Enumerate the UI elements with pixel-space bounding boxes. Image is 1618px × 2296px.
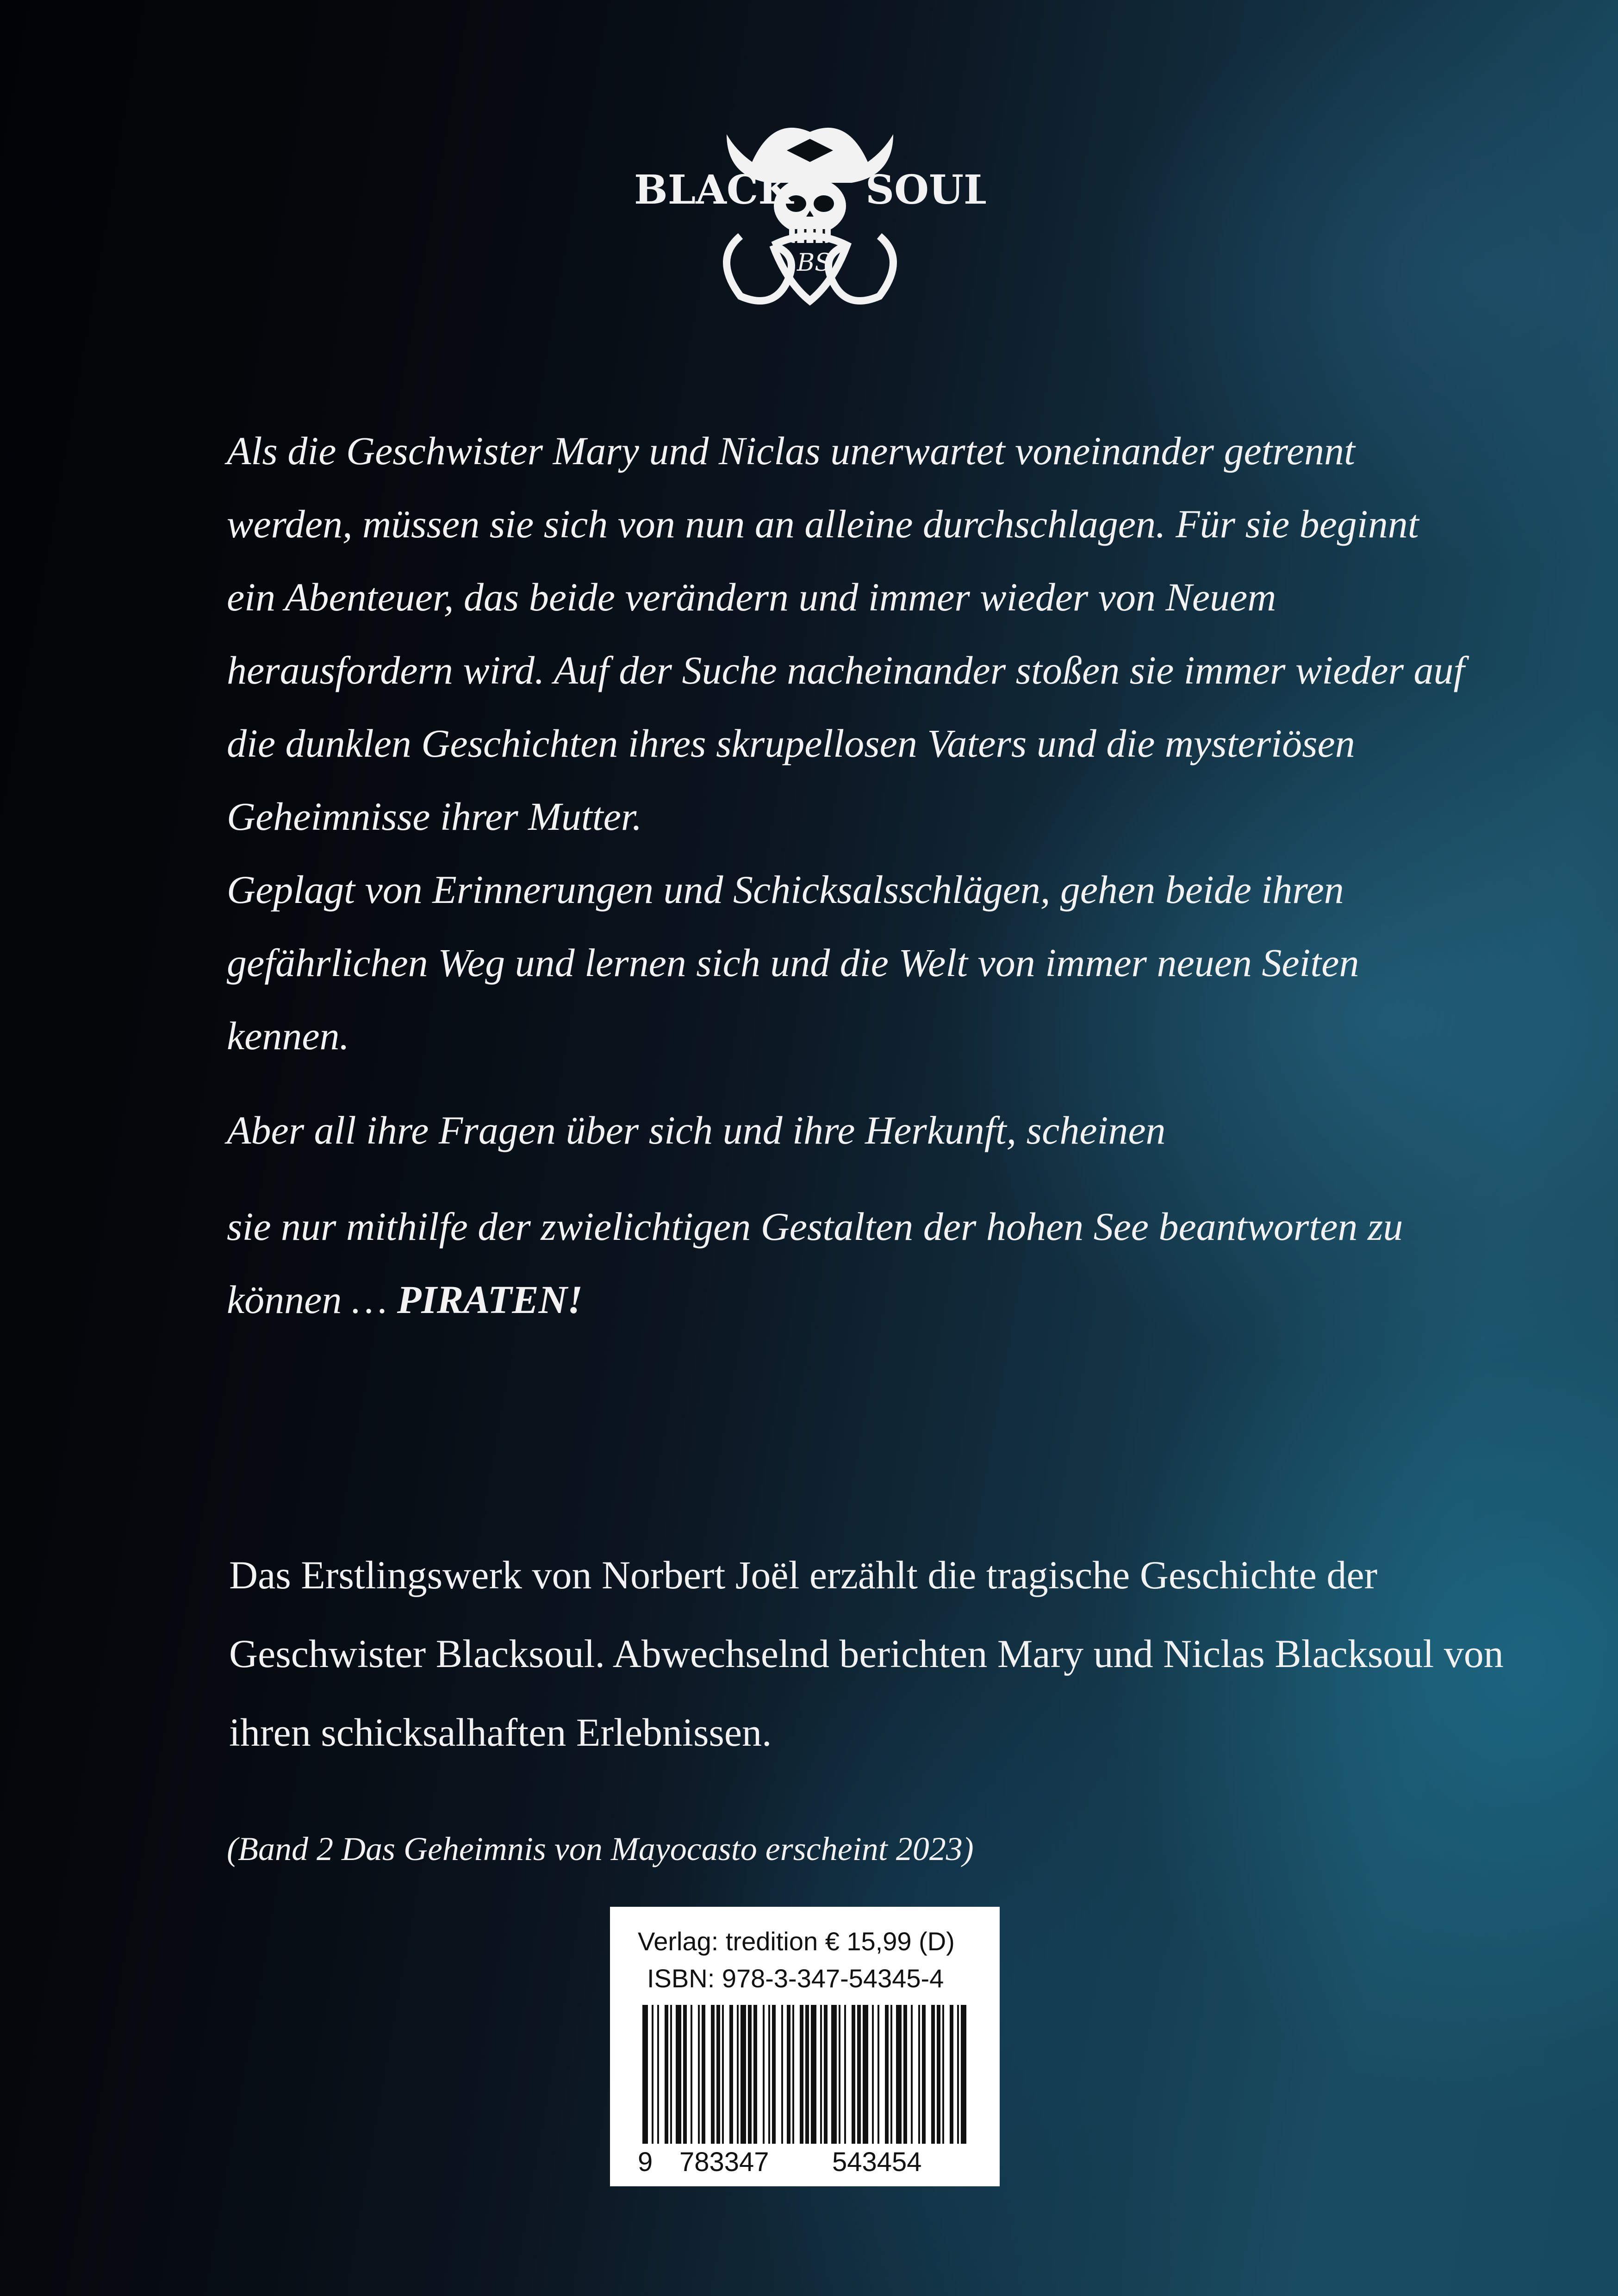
barcode-bar	[665, 2005, 668, 2144]
barcode-bar	[805, 2005, 809, 2144]
barcode-digit-group-1: 783347	[679, 2147, 769, 2177]
barcode-bar	[937, 2005, 940, 2144]
barcode-bar	[800, 2005, 803, 2144]
barcode-bar	[683, 2005, 687, 2144]
barcode-bar	[652, 2005, 653, 2144]
blurb-paragraph-3: Aber all ihre Fragen über sich und ihre Herkunft, scheinen	[227, 1108, 1166, 1152]
barcode-bar	[670, 2005, 672, 2144]
about-paragraph: Das Erstlingswerk von Norbert Joël erzählt die tragische Geschichte der Geschwister Blacksoul. Abwechselnd berichten Mary und Niclas Blacksoul von ihren schicksalhaften Erlebnissen.	[229, 1553, 1504, 1755]
barcode-bar	[961, 2005, 966, 2144]
barcode-bar	[931, 2005, 935, 2144]
blurb-paragraph-1: Als die Geschwister Mary und Niclas unerwartet voneinander getrennt werden, müssen sie sich von nun an alleine durchschlagen. Für sie beginnt ein Abenteuer, das beide verändern und immer wieder von Neuem herausfordern wird. Auf der Suche nacheinander stoßen sie immer wieder auf die dunklen Geschichten ihres skrupellosen Vaters und die mysteriösen Geheimnisse ihrer Mutter.	[227, 429, 1465, 839]
barcode-bar	[820, 2005, 822, 2144]
barcode-digit-group-2: 543454	[832, 2147, 922, 2177]
barcode-bar	[642, 2005, 648, 2144]
barcode-bar	[702, 2005, 705, 2144]
barcode-bar	[890, 2005, 892, 2144]
barcode-bar	[896, 2005, 902, 2144]
barcode-bar	[852, 2005, 855, 2144]
barcode-bar	[911, 2005, 913, 2144]
barcode-bar	[657, 2005, 659, 2144]
blurb-paragraph-4-text: sie nur mithilfe der zwielichtigen Gestalten der hohen See beantworten zu können …	[227, 1204, 1403, 1322]
barcode-bar	[763, 2005, 765, 2144]
barcode-bar	[768, 2005, 770, 2144]
barcode-bar	[950, 2005, 953, 2144]
barcode-bar	[737, 2005, 739, 2144]
barcode-bar	[772, 2005, 776, 2144]
blurb-emphasis: PIRATEN!	[397, 1277, 583, 1322]
barcode-bar	[918, 2005, 920, 2144]
barcode-bar	[863, 2005, 868, 2144]
barcode-bar	[691, 2005, 692, 2144]
barcode-bar	[942, 2005, 944, 2144]
barcode-bar	[711, 2005, 715, 2144]
barcode-bar	[722, 2005, 724, 2144]
logo-word-right: SOUL	[865, 167, 986, 213]
pirate-skull-icon	[634, 106, 986, 310]
logo-word-left: BLACK	[634, 167, 793, 213]
barcode-bar	[824, 2005, 828, 2144]
barcode-bar	[903, 2005, 907, 2144]
barcode-bar	[872, 2005, 874, 2144]
black-soul-logo	[634, 106, 986, 310]
barcode-bar	[676, 2005, 681, 2144]
barcode-bar	[781, 2005, 783, 2144]
blurb-paragraph-4	[227, 1190, 1476, 1336]
barcode-bar	[957, 2005, 959, 2144]
publisher-price: Verlag: tredition € 15,99 (D)	[638, 1927, 955, 1956]
barcode-bars	[642, 2005, 966, 2144]
barcode-bar	[748, 2005, 752, 2144]
about-text	[229, 1536, 1525, 1772]
barcode-bar	[877, 2005, 879, 2144]
barcode-bar	[811, 2005, 816, 2144]
barcode-box	[610, 1907, 1000, 2186]
volume-note: (Band 2 Das Geheimnis von Mayocasto erscheint 2023)	[227, 1830, 974, 1867]
barcode-bar	[844, 2005, 846, 2144]
barcode-digit-first: 9	[638, 2147, 653, 2177]
barcode-bar	[792, 2005, 794, 2144]
barcode-bar	[885, 2005, 889, 2144]
barcode-bar	[716, 2005, 720, 2144]
blurb	[227, 414, 1476, 1336]
barcode-bar	[831, 2005, 837, 2144]
barcode-bar	[753, 2005, 757, 2144]
logo-monogram: BS	[797, 249, 831, 277]
barcode-bar	[857, 2005, 861, 2144]
barcode-bar	[839, 2005, 840, 2144]
barcode-bar	[922, 2005, 926, 2144]
isbn-label: ISBN: 978-3-347-54345-4	[647, 1964, 944, 1993]
barcode-bar	[741, 2005, 746, 2144]
blurb-paragraph-2: Geplagt von Erinnerungen und Schicksalsschlägen, gehen beide ihren gefährlichen Weg und lernen sich und die Welt von immer neuen Seiten kennen.	[227, 867, 1359, 1058]
barcode-bar	[787, 2005, 790, 2144]
barcode-bar	[729, 2005, 733, 2144]
barcode-bar	[698, 2005, 700, 2144]
